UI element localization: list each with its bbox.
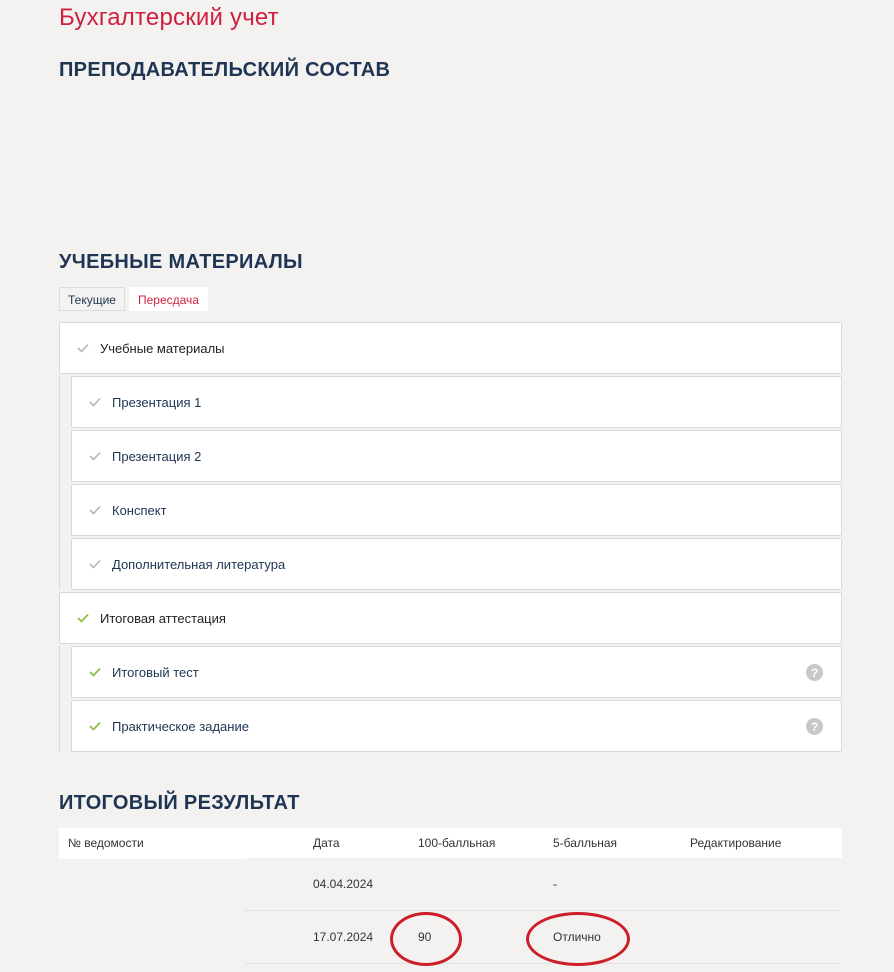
check-icon	[75, 610, 91, 626]
course-title: Бухгалтерский учет	[59, 4, 279, 31]
section-title-materials: УЧЕБНЫЕ МАТЕРИАЛЫ	[59, 251, 303, 273]
list-item[interactable]	[71, 538, 842, 590]
check-icon	[87, 556, 103, 572]
item-label: Дополнительная литература	[112, 556, 286, 572]
group-study-materials[interactable]	[59, 322, 842, 374]
item-label: Итоговый тест	[112, 664, 199, 680]
materials-tabs	[59, 287, 208, 311]
tab-retake[interactable]: Пересдача	[129, 287, 208, 311]
group-final-assessment-items	[59, 646, 842, 752]
header-date: Дата	[313, 836, 340, 850]
table-row	[245, 911, 842, 964]
group-final-assessment[interactable]	[59, 592, 842, 644]
cell-score100: 90	[418, 930, 432, 944]
group-label: Учебные материалы	[100, 340, 225, 356]
item-label: Практическое задание	[112, 718, 249, 734]
header-score100: 100-балльная	[418, 836, 496, 850]
item-label: Конспект	[112, 502, 167, 518]
check-icon	[87, 394, 103, 410]
header-sheet-number: № ведомости	[68, 836, 144, 850]
help-icon[interactable]: ?	[806, 664, 823, 681]
header-score5: 5-балльная	[553, 836, 617, 850]
list-item[interactable]	[71, 646, 842, 698]
header-strip	[59, 851, 245, 859]
cell-date: 04.04.2024	[313, 877, 374, 891]
materials-list	[59, 322, 842, 754]
group-label: Итоговая аттестация	[100, 610, 226, 626]
list-item[interactable]	[71, 430, 842, 482]
check-icon	[87, 502, 103, 518]
cell-score5: -	[553, 877, 557, 891]
cell-date: 17.07.2024	[313, 930, 374, 944]
results-table	[59, 828, 842, 964]
check-icon	[87, 718, 103, 734]
header-edit: Редактирование	[690, 836, 782, 850]
item-label: Презентация 1	[112, 394, 202, 410]
list-item[interactable]	[71, 376, 842, 428]
table-body	[59, 858, 842, 964]
check-icon	[75, 340, 91, 356]
list-item[interactable]	[71, 700, 842, 752]
check-icon	[87, 448, 103, 464]
group-study-materials-items	[59, 376, 842, 590]
list-item[interactable]	[71, 484, 842, 536]
section-title-results: ИТОГОВЫЙ РЕЗУЛЬТАТ	[59, 792, 300, 814]
section-title-staff: ПРЕПОДАВАТЕЛЬСКИЙ СОСТАВ	[59, 59, 391, 81]
help-icon[interactable]: ?	[806, 718, 823, 735]
tab-current[interactable]: Текущие	[59, 287, 125, 311]
cell-score5: Отлично	[553, 930, 601, 944]
table-row	[245, 858, 842, 911]
check-icon	[87, 664, 103, 680]
item-label: Презентация 2	[112, 448, 202, 464]
